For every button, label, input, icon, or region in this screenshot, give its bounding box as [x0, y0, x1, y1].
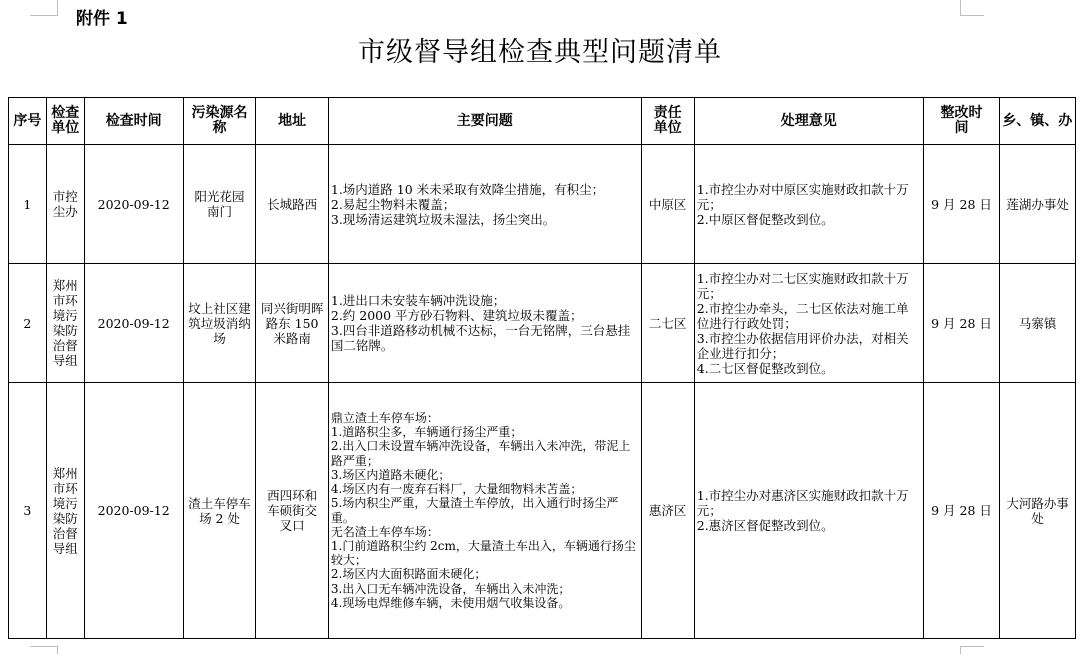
cell-town: 大河路办事处 — [1000, 383, 1076, 639]
table-row — [9, 145, 1076, 264]
cell-responsible: 二七区 — [641, 264, 694, 383]
cell-address: 长城路西 — [256, 145, 329, 264]
cell-source: 坟上社区建筑垃圾消纳场 — [183, 264, 256, 383]
col-header-date: 检查时间 — [84, 98, 183, 145]
cell-town: 莲湖办事处 — [1000, 145, 1076, 264]
col-header-inspector: 检查单位 — [46, 98, 84, 145]
cell-deadline: 9 月 28 日 — [923, 145, 1000, 264]
cell-seq: 3 — [9, 383, 47, 639]
cell-seq: 2 — [9, 264, 47, 383]
problems-table — [8, 97, 1076, 639]
document-title: 市级督导组检查典型问题清单 — [358, 37, 722, 68]
cell-address: 同兴街明晖路东 150 米路南 — [256, 264, 329, 383]
cell-handling: 1.市控尘办对二七区实施财政扣款十万元； 2.市控尘办牵头，二七区依法对施工单位进行行政处罚； 3.市控尘办依据信用评价办法，对相关企业进行扣分； 4.二七区督促整改到位。 — [694, 264, 923, 383]
cell-date: 2020-09-12 — [84, 264, 183, 383]
cell-responsible: 惠济区 — [641, 383, 694, 639]
col-header-seq: 序号 — [9, 98, 47, 145]
cell-issues: 1.进出口未安装车辆冲洗设施； 2.约 2000 平方砂石物料、建筑垃圾未覆盖； 3.四台非道路移动机械不达标，一台无铭牌，三台悬挂国二铭牌。 — [328, 264, 641, 383]
cell-town: 马寨镇 — [1000, 264, 1076, 383]
table-header-row — [9, 98, 1076, 145]
cell-seq: 1 — [9, 145, 47, 264]
col-header-handling: 处理意见 — [694, 98, 923, 145]
col-header-issues: 主要问题 — [328, 98, 641, 145]
cell-inspector: 市控尘办 — [46, 145, 84, 264]
page-corner-mark-top-left — [30, 0, 58, 16]
cell-date: 2020-09-12 — [84, 383, 183, 639]
table-row — [9, 264, 1076, 383]
cell-handling: 1.市控尘办对中原区实施财政扣款十万元； 2.中原区督促整改到位。 — [694, 145, 923, 264]
col-header-deadline: 整改时间 — [923, 98, 1000, 145]
cell-responsible: 中原区 — [641, 145, 694, 264]
cell-handling: 1.市控尘办对惠济区实施财政扣款十万元； 2.惠济区督促整改到位。 — [694, 383, 923, 639]
col-header-town: 乡、镇、办 — [1000, 98, 1076, 145]
col-header-source: 污染源名称 — [183, 98, 256, 145]
cell-address: 西四环和车硕街交叉口 — [256, 383, 329, 639]
page-corner-mark-top-right — [960, 0, 984, 16]
cell-inspector: 郑州市环境污染防治督导组 — [46, 264, 84, 383]
page-corner-mark-bottom-left — [30, 646, 58, 654]
cell-issues: 1.场内道路 10 米未采取有效降尘措施，有积尘； 2.易起尘物料未覆盖； 3.现场清运建筑垃圾未湿法，扬尘突出。 — [328, 145, 641, 264]
cell-source: 渣土车停车场 2 处 — [183, 383, 256, 639]
col-header-address: 地址 — [256, 98, 329, 145]
cell-inspector: 郑州市环境污染防治督导组 — [46, 383, 84, 639]
cell-deadline: 9 月 28 日 — [923, 383, 1000, 639]
attachment-label: 附件 1 — [76, 9, 128, 29]
cell-issues: 鼎立渣土车停车场： 1.道路积尘多，车辆通行扬尘严重； 2.出入口未设置车辆冲洗设备，车辆出入未冲洗，带泥上路严重； 3.场区内道路未硬化； 4.场区内有一废弃石料厂，大量细物料未苫盖； 5.场内积尘严重，大量渣土车停放，出入通行时扬尘严重。 无名渣土车停车场： 1.门前道路积尘约 2cm，大量渣土车出入，车辆通行扬尘较大； 2.场区内大面积路面未硬化； 3.出入口无车辆冲洗设备，车辆出入未冲洗； 4.现场电焊维修车辆，未使用烟气收集设备。 — [328, 383, 641, 639]
table-row — [9, 383, 1076, 639]
cell-date: 2020-09-12 — [84, 145, 183, 264]
cell-source: 阳光花园南门 — [183, 145, 256, 264]
page-corner-mark-bottom-right — [960, 646, 984, 654]
cell-deadline: 9 月 28 日 — [923, 264, 1000, 383]
col-header-responsible: 责任单位 — [641, 98, 694, 145]
